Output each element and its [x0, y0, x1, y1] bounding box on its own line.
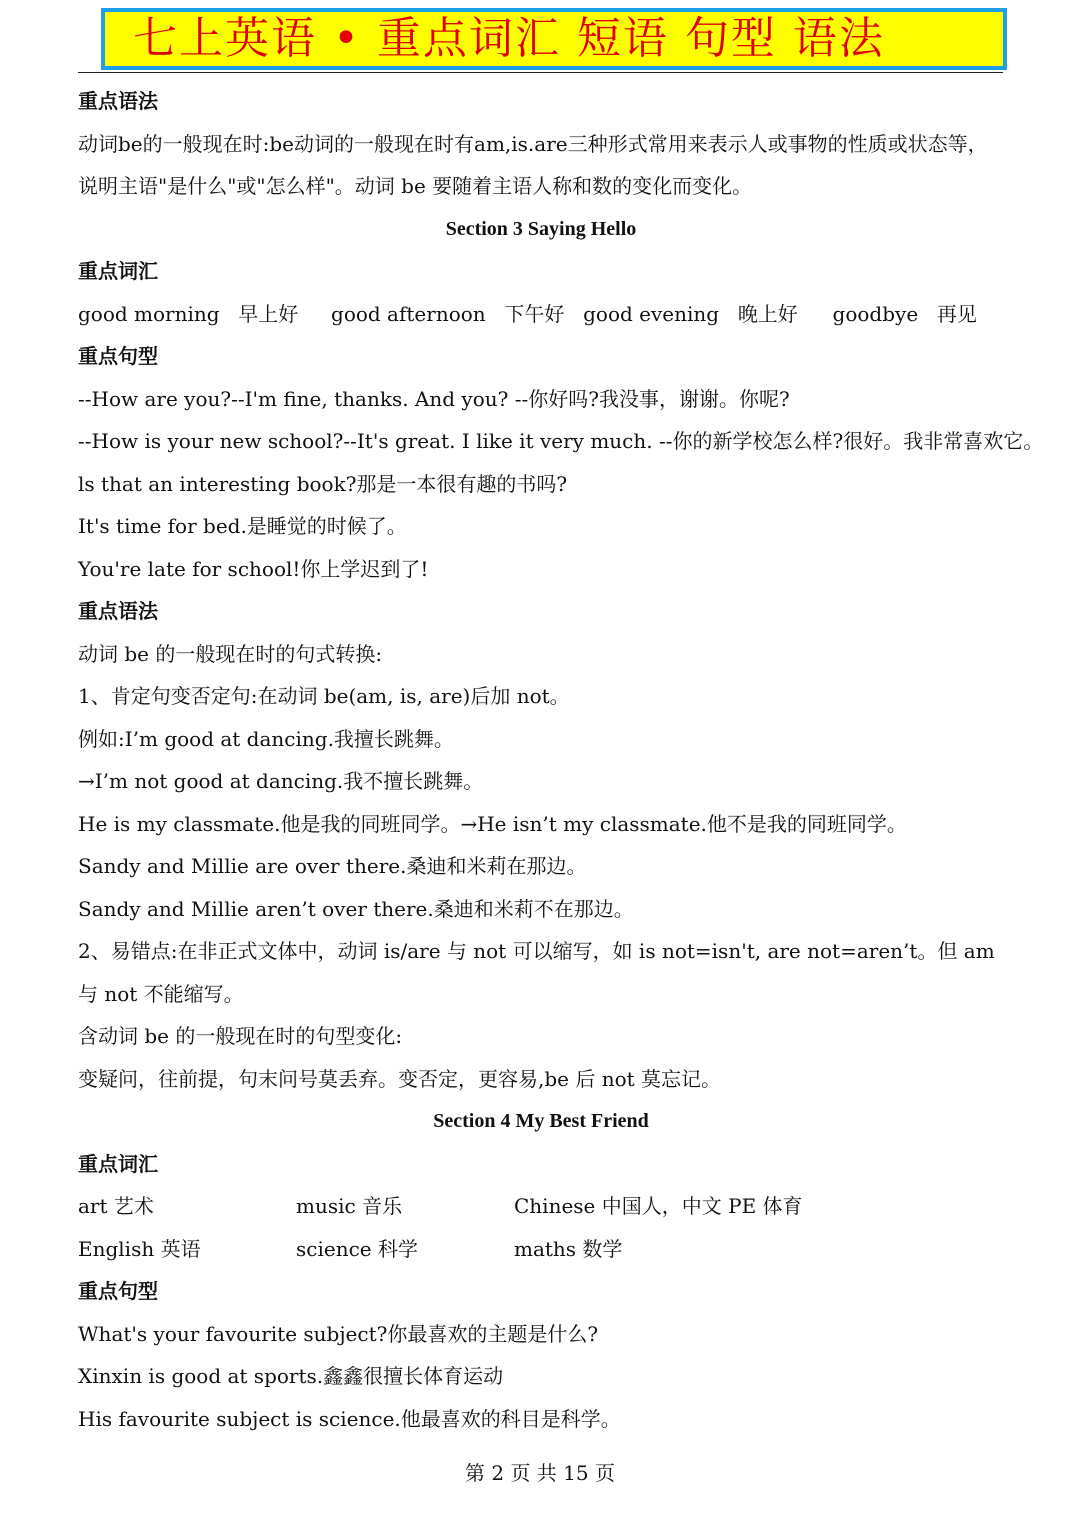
sentence-line: --How are you?--I'm fine, thanks. And you? --你好吗?我没事，谢谢。你呢? [78, 386, 790, 411]
grammar-line: Sandy and Millie aren’t over there.桑迪和米莉不在那边。 [78, 896, 634, 921]
grammar-line: 含动词 be 的一般现在时的句型变化: [78, 1024, 403, 1048]
document-body [78, 80, 1044, 1440]
vocab-cell: Chinese 中国人，中文 PE 体育 [514, 1194, 803, 1218]
sentence-line: His favourite subject is science.他最喜欢的科目是科学。 [78, 1406, 621, 1431]
sentence-line: --How is your new school?--It's great. I like it very much. --你的新学校怎么样?很好。我非常喜欢它。 [78, 429, 1044, 453]
vocab-row [78, 1228, 1004, 1271]
sentence-line: You're late for school!你上学迟到了! [78, 556, 429, 581]
sentence-line: What's your favourite subject?你最喜欢的主题是什么? [78, 1321, 599, 1346]
vocab-cell: art 艺术 [78, 1194, 154, 1218]
grammar-heading: 重点语法 [78, 89, 158, 113]
vocab-en: goodbye [832, 301, 919, 326]
vocab-cell: science 科学 [296, 1236, 418, 1261]
vocab-cell: English 英语 [78, 1236, 201, 1261]
vocab-heading: 重点词汇 [78, 1151, 158, 1176]
vocab-zh: 早上好 [238, 301, 299, 326]
grammar-paragraph: 动词be的一般现在时:be动词的一般现在时有am,is.are三种形式常用来表示人或事物的性质或状态等，说明主语"是什么"或"怎么样"。动词 be 要随着主语人称和数的变化而变化。 [78, 131, 988, 198]
grammar-line: Sandy and Millie are over there.桑迪和米莉在那边。 [78, 854, 587, 878]
grammar-paragraph: 2、易错点:在非正式文体中，动词 is/are 与 not 可以缩写，如 is not=isn't, are not=aren’t。但 am 与 not 不能缩写。 [78, 939, 995, 1006]
vocab-zh: 晚上好 [737, 301, 798, 326]
vocab-en: good morning [78, 301, 220, 326]
grammar-line: 动词 be 的一般现在时的句式转换: [78, 641, 383, 666]
section-3-title: Section 3 Saying Hello [445, 217, 637, 240]
sentence-line: It's time for bed.是睡觉的时候了。 [78, 514, 407, 538]
grammar-line: →I’m not good at dancing.我不擅长跳舞。 [78, 769, 484, 793]
vocab-heading: 重点词汇 [78, 259, 158, 283]
vocab-en: good afternoon [331, 301, 486, 326]
page-number: 第 2 页 共 15 页 [465, 1461, 615, 1485]
sentence-line: Xinxin is good at sports.鑫鑫很擅长体育运动 [78, 1364, 504, 1388]
vocab-line [78, 293, 1004, 336]
vocab-zh: 下午好 [504, 301, 565, 326]
vocab-en: good evening [583, 301, 720, 326]
header-rule [78, 72, 1003, 73]
page-banner: 七上英语 • 重点词汇 短语 句型 语法 [101, 8, 1007, 70]
vocab-cell: music 音乐 [296, 1194, 403, 1218]
grammar-line: 1、肯定句变否定句:在动词 be(am, is, are)后加 not。 [78, 684, 570, 708]
sentences-heading: 重点句型 [78, 1279, 158, 1303]
grammar-line: 例如:I’m good at dancing.我擅长跳舞。 [78, 726, 454, 751]
grammar-heading: 重点语法 [78, 599, 158, 623]
sentences-heading: 重点句型 [78, 344, 158, 368]
section-4-title: Section 4 My Best Friend [433, 1110, 649, 1132]
grammar-line: 变疑问，往前提，句末问号莫丢弃。变否定，更容易,be 后 not 莫忘记。 [78, 1066, 722, 1091]
vocab-zh: 再见 [936, 301, 977, 326]
sentence-line: ls that an interesting book?那是一本很有趣的书吗? [78, 471, 568, 496]
vocab-cell: maths 数学 [514, 1236, 623, 1261]
vocab-row [78, 1185, 1004, 1228]
grammar-line: He is my classmate.他是我的同班同学。→He isn’t my classmate.他不是我的同班同学。 [78, 811, 907, 836]
